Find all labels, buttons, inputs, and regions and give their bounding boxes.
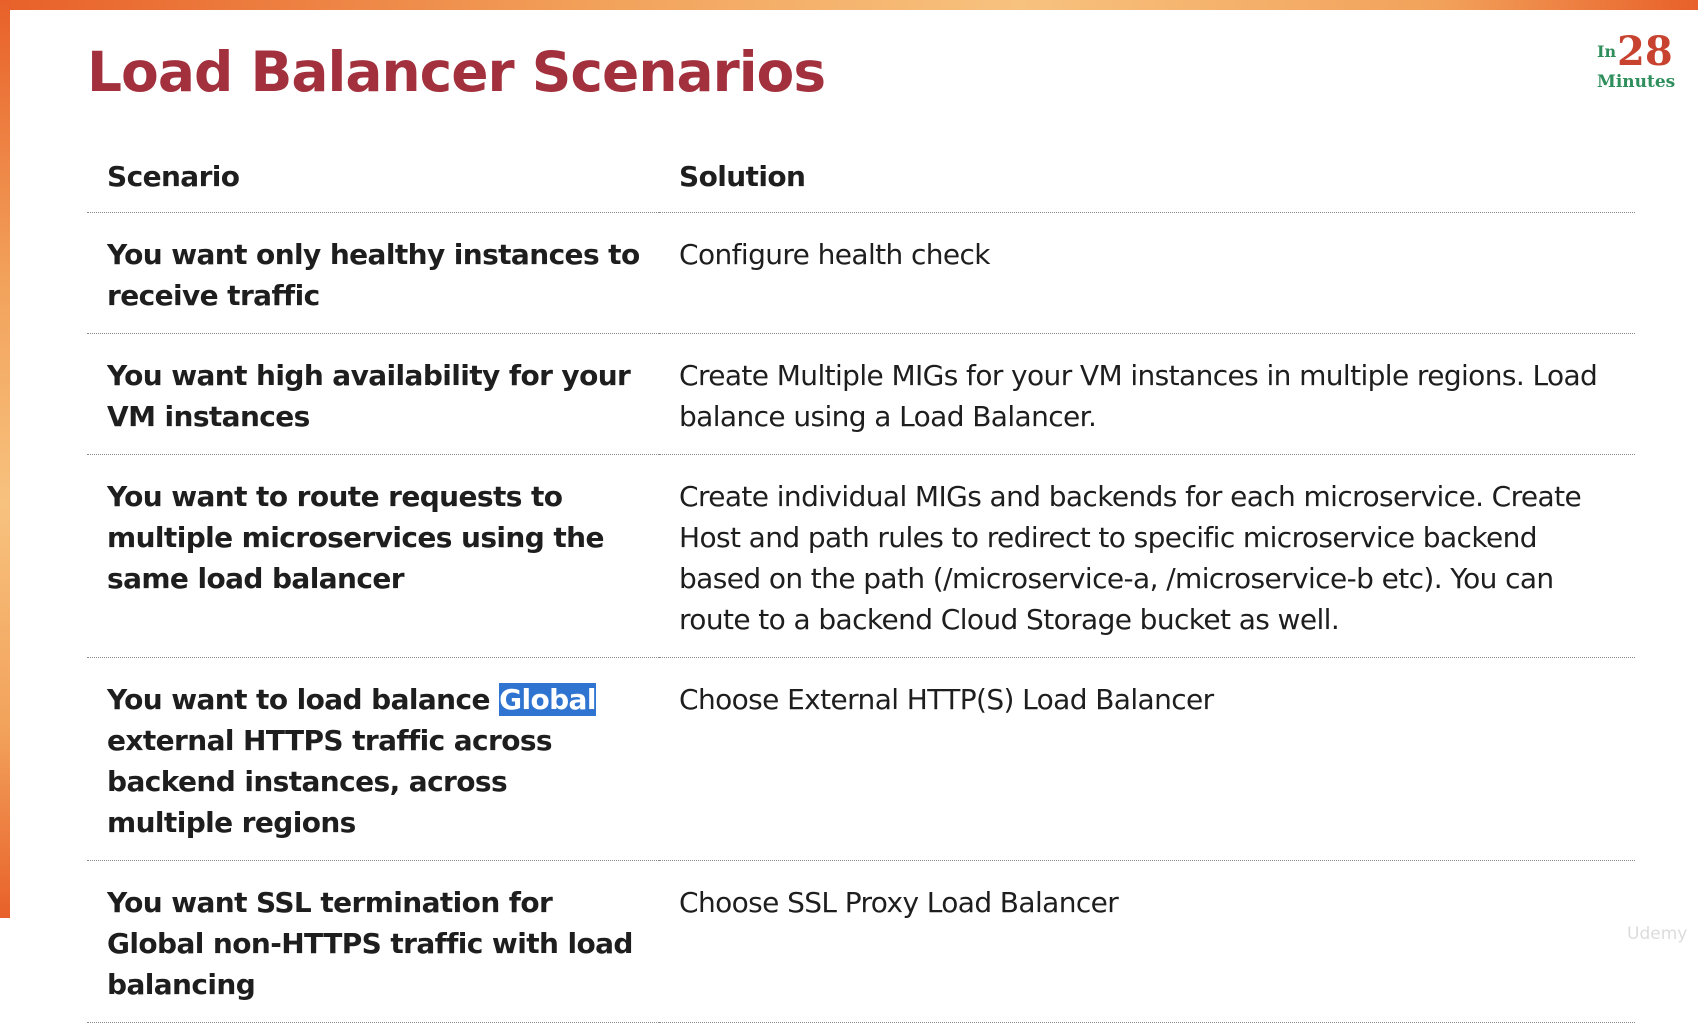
left-accent-bar — [0, 0, 10, 918]
scenarios-table — [87, 140, 1635, 1023]
column-header-scenario: Scenario — [87, 140, 659, 213]
scenario-text-after: external HTTPS traffic across backend instances, across multiple regions — [107, 724, 552, 839]
table-row — [87, 861, 1635, 1023]
in28minutes-logo — [1592, 28, 1682, 98]
udemy-watermark: Udemy — [1627, 924, 1688, 944]
table-row — [87, 658, 1635, 861]
selected-text-highlight[interactable]: Global — [499, 683, 596, 716]
solution-cell[interactable]: Configure health check — [659, 213, 1635, 334]
solution-cell[interactable]: Choose External HTTP(S) Load Balancer — [659, 658, 1635, 861]
scenario-cell[interactable]: You want only healthy instances to receive traffic — [87, 213, 659, 334]
logo-suffix: Minutes — [1597, 72, 1676, 92]
scenario-cell[interactable]: You want to route requests to multiple microservices using the same load balancer — [87, 455, 659, 658]
logo-number: 28 — [1617, 28, 1673, 75]
logo-prefix: In — [1597, 42, 1617, 61]
solution-cell[interactable]: Create individual MIGs and backends for each microservice. Create Host and path rules to redirect to specific microservice backend based on the path (/microservice-a, /microservice-b etc). You can route to a backend Cloud Storage bucket as well. — [659, 455, 1635, 658]
table-header-row — [87, 140, 1635, 213]
slide-title: Load Balancer Scenarios — [87, 40, 826, 104]
scenario-cell[interactable]: You want SSL termination for Global non-HTTPS traffic with load balancing — [87, 861, 659, 1023]
table-row — [87, 213, 1635, 334]
solution-cell[interactable]: Choose SSL Proxy Load Balancer — [659, 861, 1635, 1023]
table-row — [87, 334, 1635, 455]
solution-cell[interactable]: Create Multiple MIGs for your VM instances in multiple regions. Load balance using a Load Balancer. — [659, 334, 1635, 455]
scenario-cell[interactable] — [87, 658, 659, 861]
column-header-solution: Solution — [659, 140, 1635, 213]
scenario-text-before: You want to load balance — [107, 683, 490, 716]
table-row — [87, 455, 1635, 658]
scenario-cell[interactable]: You want high availability for your VM instances — [87, 334, 659, 455]
top-accent-bar — [0, 0, 1698, 10]
